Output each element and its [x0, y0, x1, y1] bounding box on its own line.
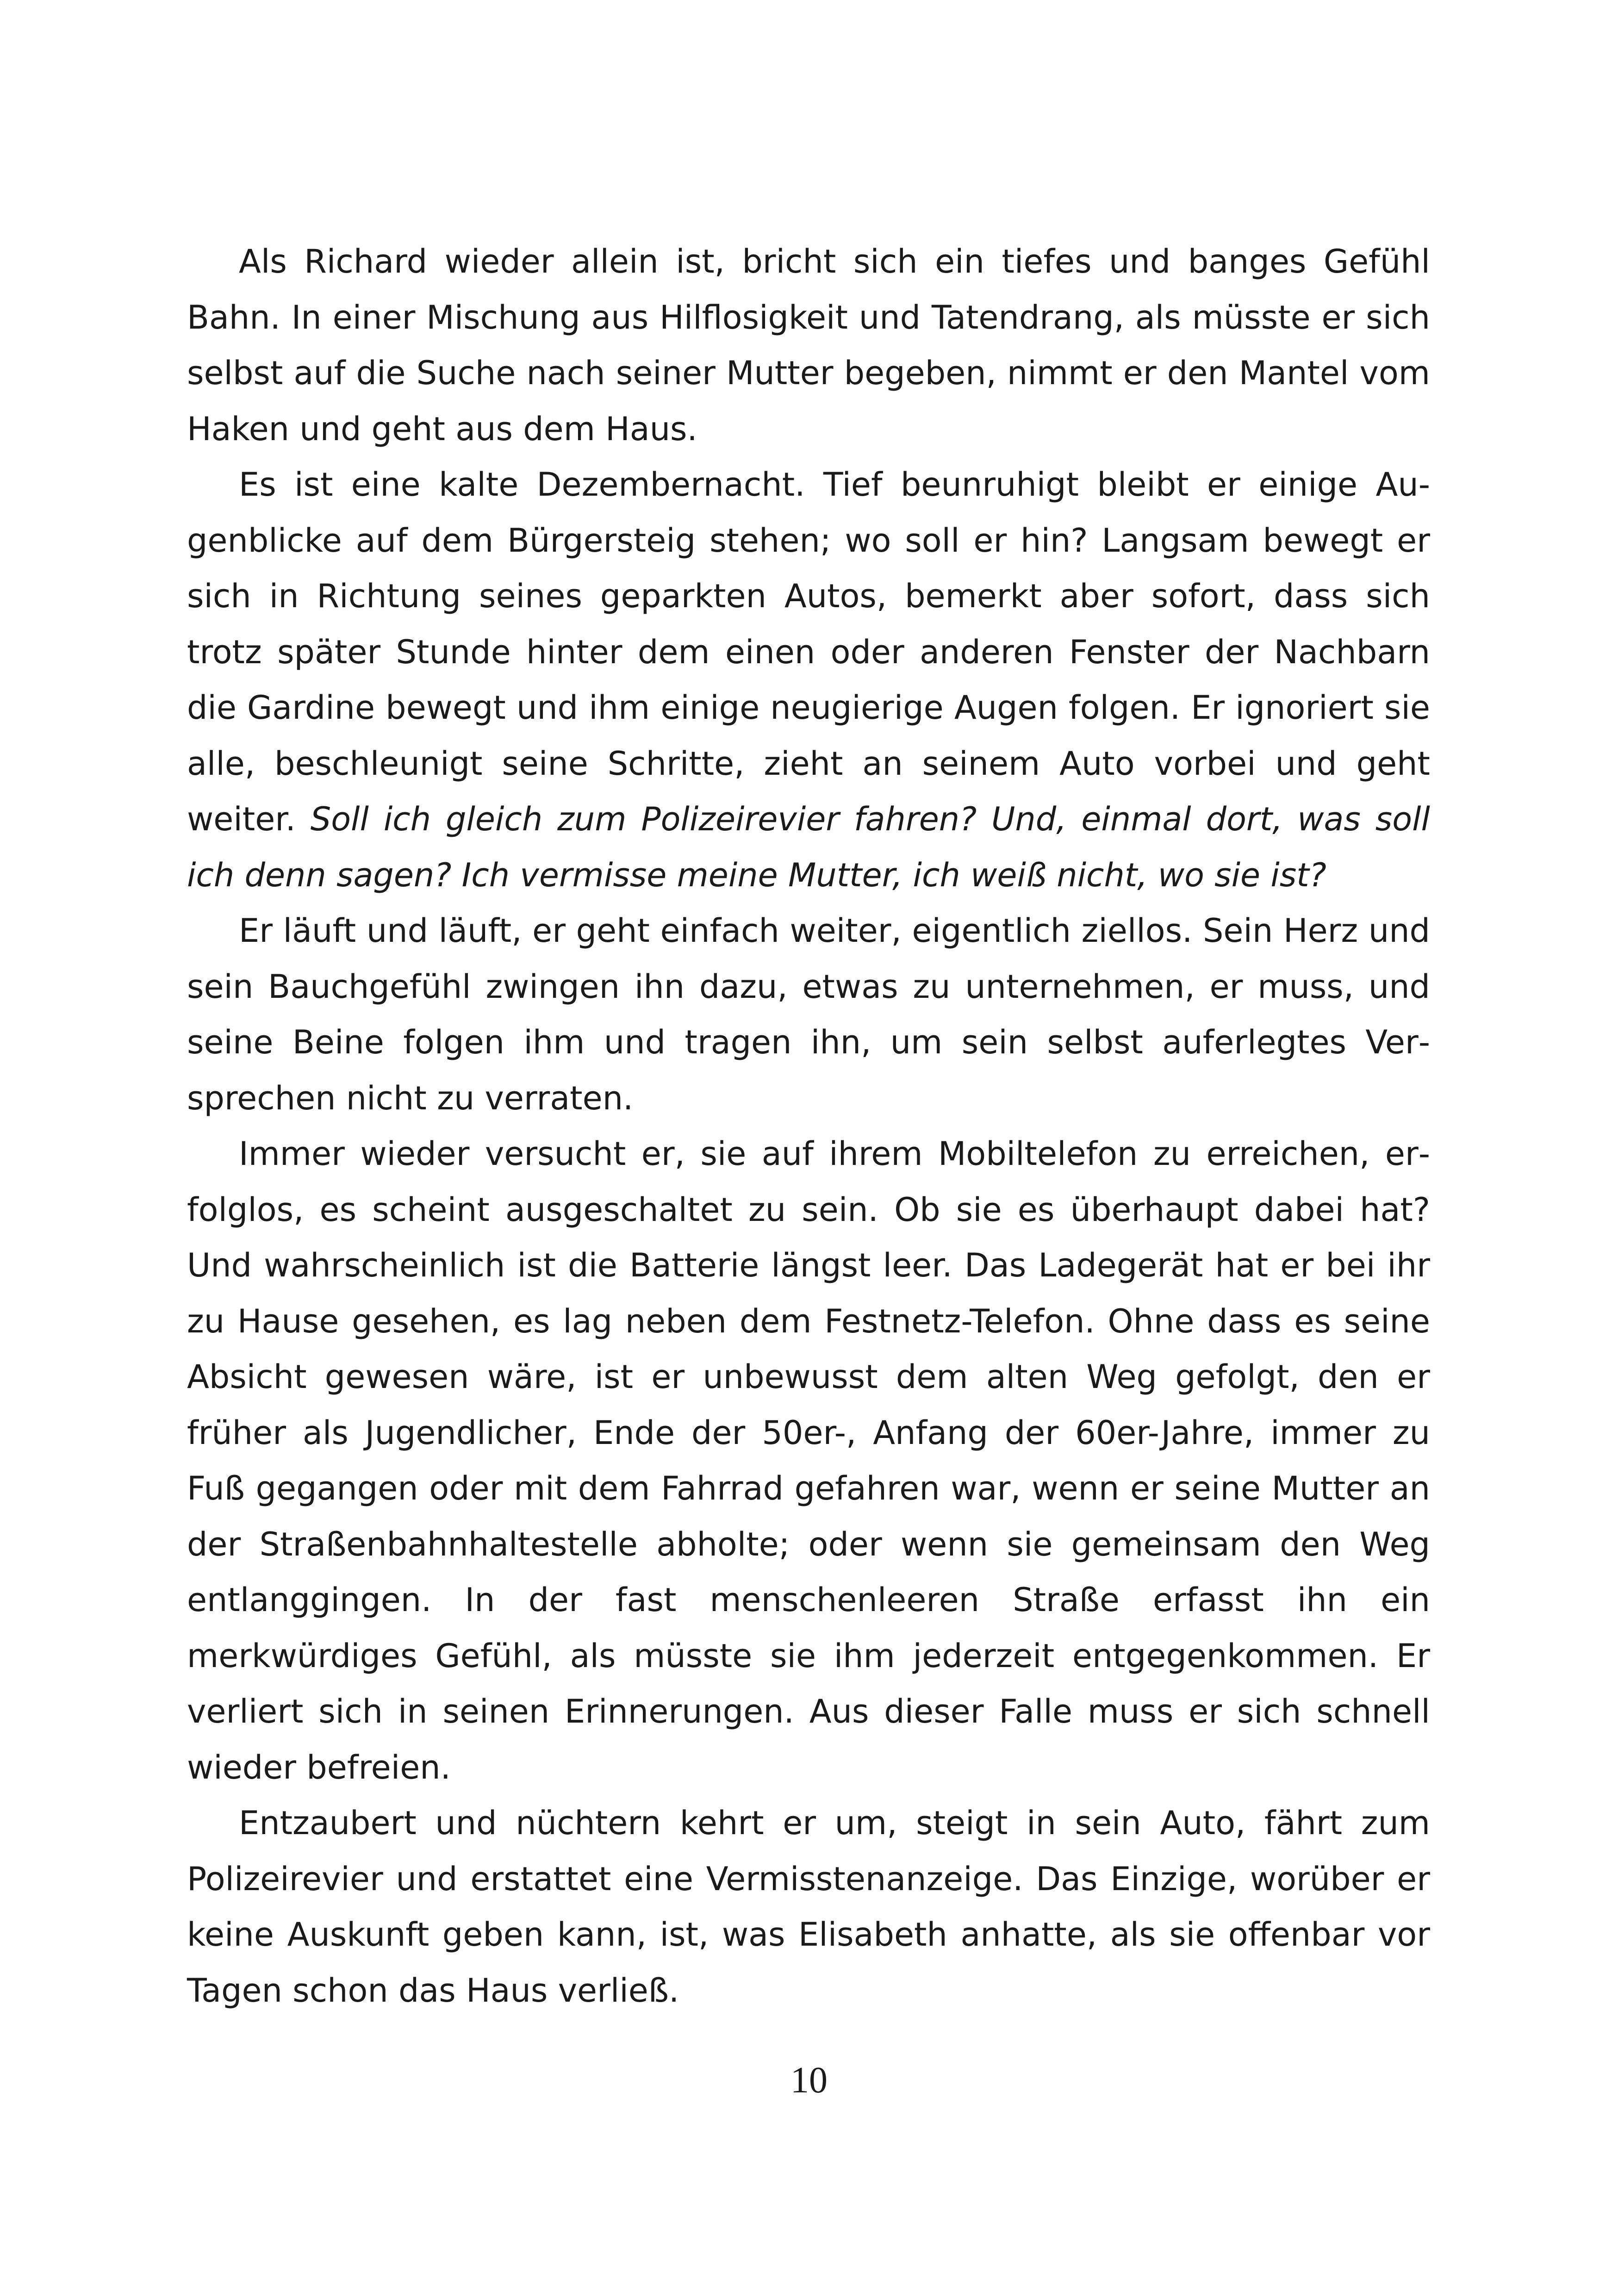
body-text: [187, 234, 1430, 2018]
paragraph-5-text: Entzaubert und nüchtern kehrt er um, steigt in sein Auto, fährt zum Polizeirevier und erstattet eine Vermisstenanzeige. Das Einzige, worüber er keine Auskunft geben kann, ist, was Elisabeth anhatte, als sie offenbar vor Tagen schon das Haus verließ.: [187, 1804, 1430, 2010]
paragraph-3: [187, 903, 1430, 1126]
paragraph-4-text: Immer wieder versucht er, sie auf ihrem Mobiltelefon zu erreichen, erfolglos, es scheint ausgeschaltet zu sein. Ob sie es überhaupt dabei hat? Und wahrscheinlich ist die Batterie längst leer. Das Ladegerät hat er bei ihr zu Hause gesehen, es lag neben dem Festnetz-Telefon. Ohne dass es seine Absicht gewesen wäre, ist er unbewusst dem alten Weg gefolgt, den er früher als Jugendlicher, Ende der 50er-, Anfang der 60er-Jahre, immer zu Fuß gegangen oder mit dem Fahrrad gefahren war, wenn er seine Mutter an der Straßenbahnhaltestelle abholte; oder wenn sie gemeinsam den Weg entlanggingen. In der fast menschenleeren Straße erfasst ihn ein merkwürdiges Gefühl, als müsste sie ihm jederzeit entgegenkommen. Er verliert sich in seinen Erinnerungen. Aus dieser Falle muss er sich schnell wieder befreien.: [187, 1135, 1430, 1786]
paragraph-2: [187, 457, 1430, 903]
page-number: 10: [790, 2060, 828, 2101]
paragraph-1-text: Als Richard wieder allein ist, bricht sich ein tiefes und banges Gefühl Bahn. In einer Mischung aus Hilflosigkeit und Tatendrang, als müsste er sich selbst auf die Suche nach seiner Mutter begeben, nimmt er den Mantel vom Haken und geht aus dem Haus.: [187, 243, 1430, 448]
paragraph-1: [187, 234, 1430, 457]
paragraph-4: [187, 1126, 1430, 1795]
paragraph-2-text: Es ist eine kalte Dezembernacht. Tief beunruhigt bleibt er einige Augenblicke auf dem Bürgersteig stehen; wo soll er hin? Langsam bewegt er sich in Richtung seines geparkten Autos, bemerkt aber sofort, dass sich trotz später Stunde hinter dem einen oder anderen Fenster der Nachbarn die Gardine bewegt und ihm einige neugierige Augen folgen. Er ignoriert sie alle, beschleunigt seine Schritte, zieht an seinem Auto vorbei und geht weiter.: [187, 466, 1430, 838]
paragraph-5: [187, 1795, 1430, 2018]
paragraph-3-text: Er läuft und läuft, er geht einfach weiter, eigentlich ziellos. Sein Herz und sein Bauchgefühl zwingen ihn dazu, etwas zu unternehmen, er muss, und seine Beine folgen ihm und tragen ihn, um sein selbst auferlegtes Versprechen nicht zu verraten.: [187, 912, 1430, 1117]
paragraph-2-italic-thought: Soll ich gleich zum Polizeirevier fahren? Und, einmal dort, was soll ich denn sagen? Ich vermisse meine Mutter, ich weiß nicht, wo sie ist?: [187, 800, 1430, 894]
